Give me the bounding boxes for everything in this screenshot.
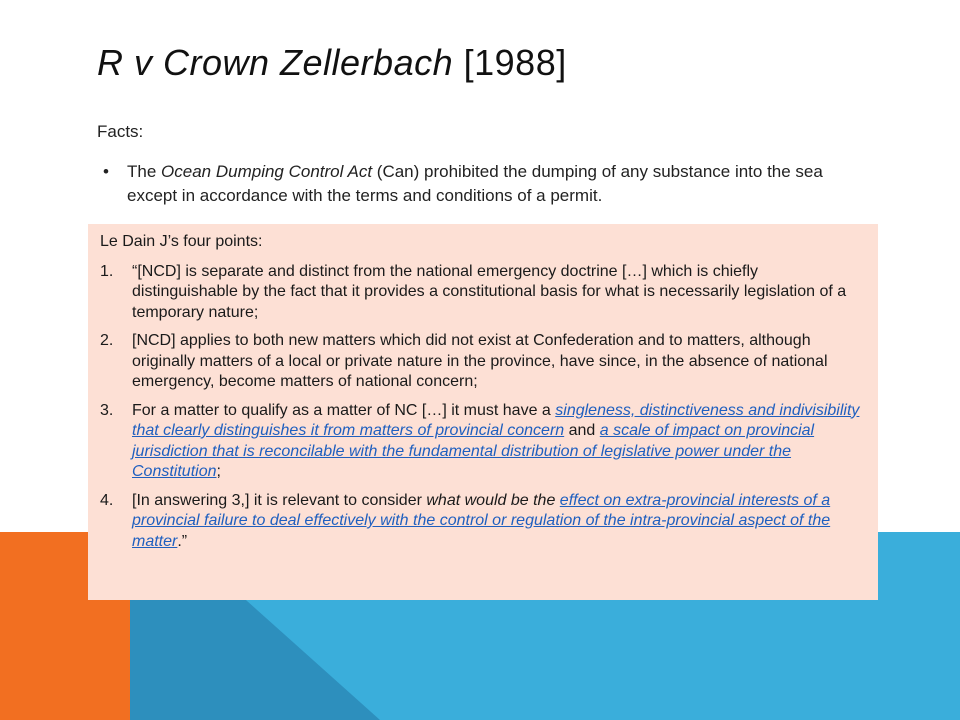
- point-text-italic: what would be the: [426, 491, 560, 509]
- point-text-mid: and: [564, 422, 600, 439]
- facts-bullet-rest: (Can) prohibited the dumping of any substance into the sea except in accordance with the terms and conditions of a permit.: [127, 162, 823, 205]
- point-item-4: [100, 491, 868, 553]
- point-number: 4.: [100, 491, 114, 509]
- point-text: [NCD] applies to both new matters which did not exist at Confederation and to matters, although originally matters of a local or private nature in the province, have since, in the absence of national emergency, become matters of national concern;: [132, 332, 828, 390]
- point-text-post: ;: [216, 463, 221, 480]
- singleness-test-link[interactable]: singleness, distinctiveness and indivisibility that clearly distinguishes it from matters of provincial concern: [132, 401, 860, 439]
- title-year: [1988]: [463, 42, 567, 83]
- point-item-2: [100, 331, 868, 393]
- title-case-name: R v Crown Zellerbach: [97, 42, 454, 83]
- point-text-pre: For a matter to qualify as a matter of NC […] it must have a: [132, 401, 556, 419]
- point-number: 2.: [100, 332, 114, 349]
- scale-of-impact-link[interactable]: a scale of impact on provincial jurisdiction that is reconcilable with the fundamental distribution of legislative power under the Constitution: [132, 422, 815, 480]
- point-item-1: [100, 262, 868, 324]
- points-list: [100, 262, 868, 553]
- facts-bullet-act-name: Ocean Dumping Control Act: [161, 162, 373, 181]
- facts-bullet-prefix: The: [127, 162, 162, 181]
- point-text-pre: [In answering 3,] it is relevant to consider: [132, 491, 427, 509]
- point-item-3: [100, 401, 868, 483]
- bullet-dot-icon: •: [103, 162, 109, 181]
- panel-heading: Le Dain J’s four points:: [100, 233, 263, 250]
- provincial-inability-link[interactable]: effect on extra-provincial interests of a provincial failure to deal effectively with the control or regulation of the intra-provincial aspect of the matter: [132, 491, 831, 550]
- point-text: “[NCD] is separate and distinct from the national emergency doctrine […] which is chiefly distinguishable by the fact that it provides a constitutional basis for what is necessarily legislation of a temporary nature;: [132, 262, 847, 321]
- facts-bullet: [103, 160, 853, 208]
- point-text-post: .”: [177, 532, 188, 550]
- four-points-panel: [88, 224, 878, 600]
- facts-heading: Facts:: [97, 122, 144, 141]
- slide-title: [97, 42, 567, 84]
- point-number: 3.: [100, 401, 114, 419]
- point-number: 1.: [100, 262, 114, 280]
